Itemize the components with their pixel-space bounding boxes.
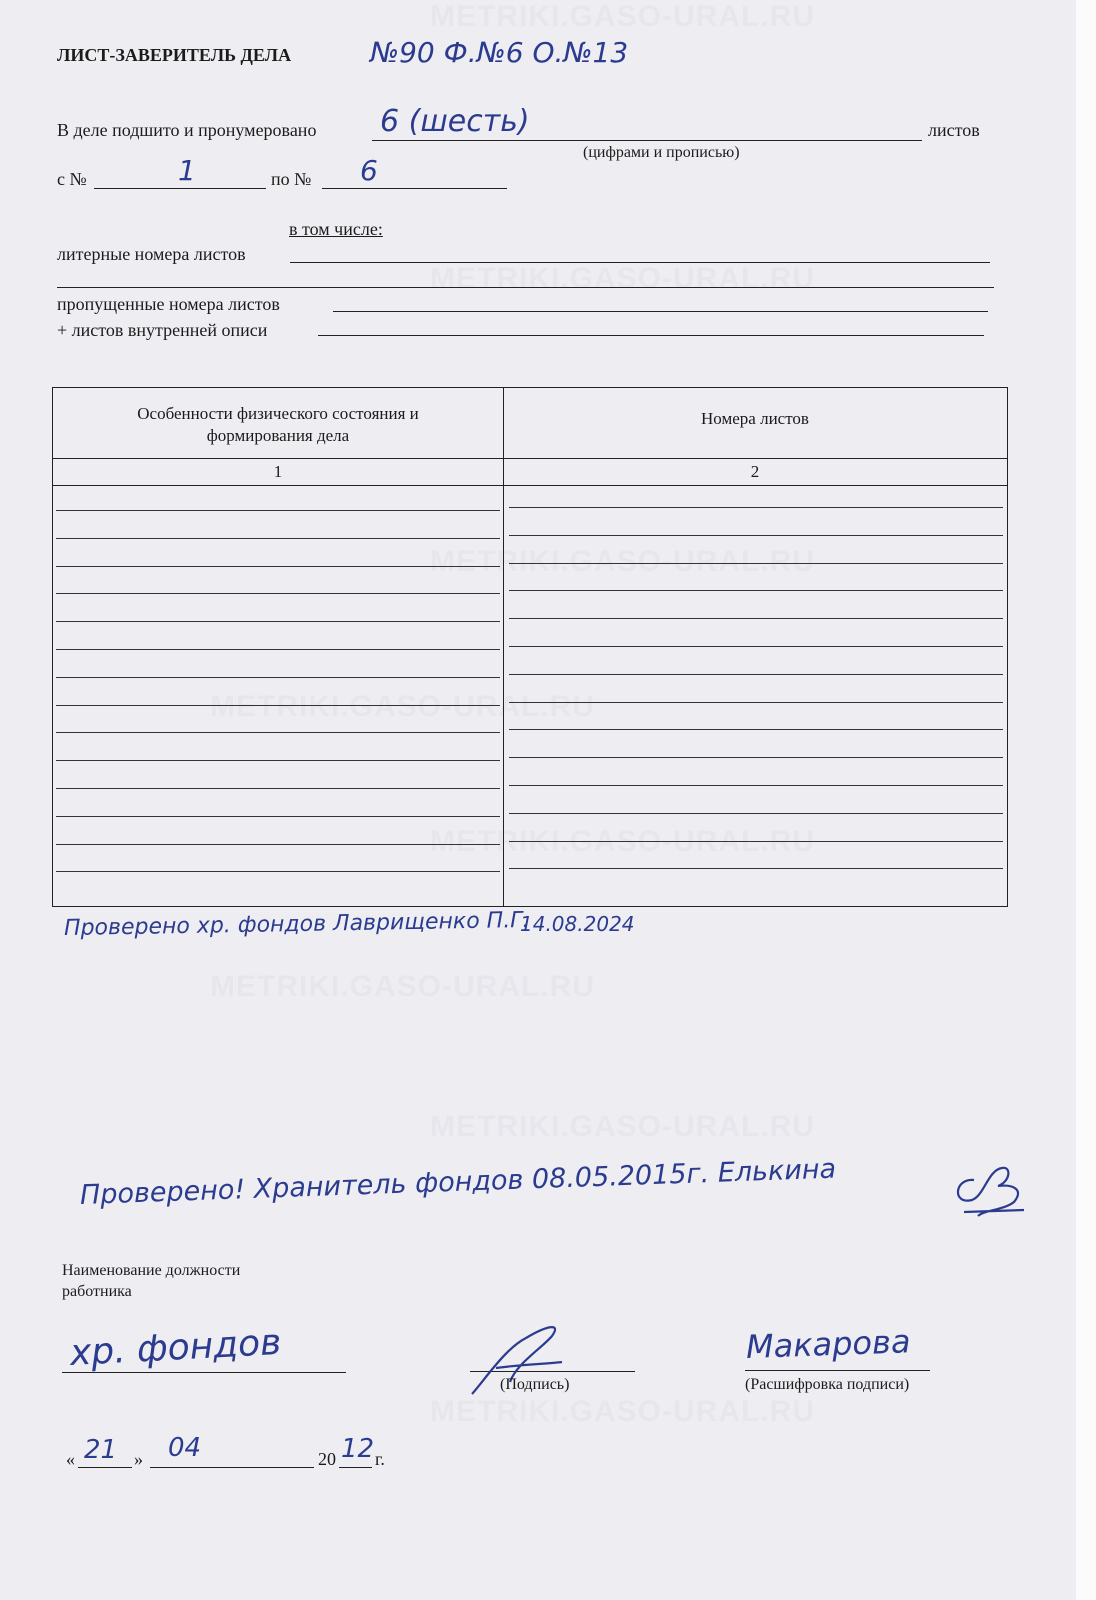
date-year-prefix: 20: [318, 1449, 336, 1469]
sheets-prefix: В деле подшито и пронумеровано: [57, 120, 317, 140]
from-label: с №: [57, 169, 87, 189]
internal-line: [318, 335, 984, 336]
date-year-line: [339, 1467, 372, 1468]
table-row-rule: [509, 702, 1003, 703]
date-suffix: г.: [375, 1449, 385, 1469]
watermark: METRIKI.GASO-URAL.RU: [210, 970, 595, 1003]
elkina-signature: [944, 1150, 1034, 1225]
table-row-rule: [56, 510, 500, 511]
table-row-rule: [56, 816, 500, 817]
table-row-rule: [56, 760, 500, 761]
table-col1-header: Особенности физического состояния и формирования дела: [137, 404, 419, 445]
missing-line: [333, 311, 988, 312]
date-year-suffix: 12: [341, 1434, 375, 1464]
table-row-rule: [56, 649, 500, 650]
date-month-line: [150, 1467, 314, 1468]
case-number: №90 Ф.№6 О.№13: [370, 36, 629, 69]
table-row-rule: [509, 757, 1003, 758]
watermark: METRIKI.GASO-URAL.RU: [430, 1395, 815, 1428]
missing-label: пропущенные номера листов: [57, 294, 280, 314]
from-value: 1: [178, 154, 196, 187]
watermark: METRIKI.GASO-URAL.RU: [430, 262, 815, 295]
watermark: METRIKI.GASO-URAL.RU: [430, 825, 815, 858]
from-line: [94, 188, 266, 189]
table-row-rule: [509, 618, 1003, 619]
table-row-rule: [56, 538, 500, 539]
sheets-hint: (цифрами и прописью): [583, 144, 740, 161]
position-label-2: работника: [62, 1283, 132, 1300]
table-row-rule: [56, 788, 500, 789]
table-row-rule: [509, 813, 1003, 814]
decoding-line: [745, 1370, 930, 1371]
position-value: хр. фондов: [68, 1321, 283, 1374]
date-month: 04: [168, 1433, 202, 1463]
check-note-2015: Проверено! Хранитель фондов 08.05.2015г. Елькина: [79, 1153, 837, 1211]
table-row-rule: [509, 646, 1003, 647]
table-col2-number: 2: [750, 462, 760, 481]
literal-line-2: [57, 287, 994, 288]
page-title: ЛИСТ-ЗАВЕРИТЕЛЬ ДЕЛА: [57, 45, 292, 65]
to-label: по №: [271, 169, 312, 189]
to-value: 6: [360, 154, 378, 187]
table-col2-header: Номера листов: [701, 409, 809, 428]
table-num-rule: [53, 485, 1007, 486]
sheets-line: [372, 140, 922, 141]
table-row-rule: [509, 507, 1003, 508]
table-row-rule: [56, 732, 500, 733]
table-row-rule: [56, 871, 500, 872]
table-row-rule: [509, 729, 1003, 730]
table-row-rule: [509, 590, 1003, 591]
table-col1-number: 1: [273, 462, 283, 481]
table-row-rule: [56, 705, 500, 706]
sheets-value: 6 (шесть): [380, 104, 530, 139]
table-row-rule: [509, 535, 1003, 536]
table-row-rule: [509, 785, 1003, 786]
watermark: METRIKI.GASO-URAL.RU: [430, 545, 815, 578]
date-open-quote: «: [66, 1449, 75, 1469]
internal-label: + листов внутренней описи: [57, 320, 268, 340]
table-row-rule: [56, 677, 500, 678]
table-row-rule: [56, 593, 500, 594]
position-label-1: Наименование должности: [62, 1262, 241, 1279]
watermark: METRIKI.GASO-URAL.RU: [430, 0, 815, 33]
table-divider: [503, 388, 504, 906]
sheets-suffix: листов: [928, 120, 980, 140]
table-row-rule: [509, 868, 1003, 869]
condition-table: [52, 387, 1008, 907]
watermark: METRIKI.GASO-URAL.RU: [430, 1110, 815, 1143]
table-row-rule: [56, 844, 500, 845]
table-row-rule: [56, 566, 500, 567]
table-header-rule: [53, 458, 1007, 459]
date-close-quote: »: [134, 1449, 143, 1469]
date-day-line: [78, 1467, 132, 1468]
decoding-label: (Расшифровка подписи): [745, 1376, 910, 1393]
watermark: METRIKI.GASO-URAL.RU: [210, 690, 595, 723]
including-heading: в том числе:: [289, 219, 383, 239]
check-note-2024: Проверено хр. фондов Лаврищенко П.Г.: [63, 907, 530, 942]
signature-label: (Подпись): [500, 1376, 570, 1393]
date-day: 21: [84, 1435, 118, 1465]
table-row-rule: [56, 621, 500, 622]
table-row-rule: [509, 674, 1003, 675]
table-row-rule: [509, 841, 1003, 842]
to-line: [322, 188, 507, 189]
check-note-2024-date: 14.08.2024: [520, 912, 635, 936]
literal-label: литерные номера листов: [57, 244, 246, 264]
paper-edge: [1076, 0, 1096, 1600]
decoding-value: Макарова: [745, 1322, 912, 1366]
table-row-rule: [509, 563, 1003, 564]
literal-line: [290, 262, 990, 263]
